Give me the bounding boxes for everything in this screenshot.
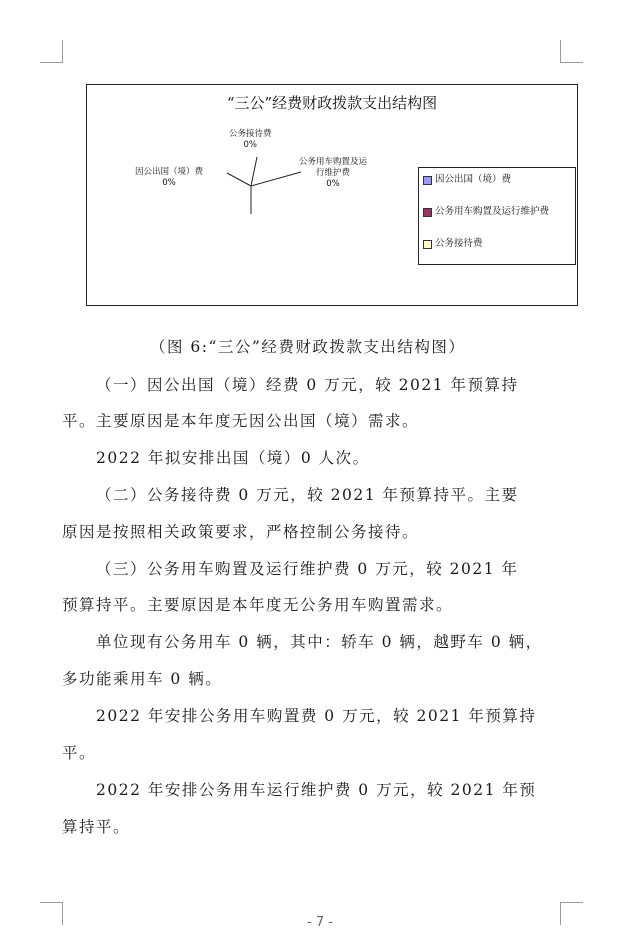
- slice-value-reception: 0%: [243, 140, 257, 150]
- leader-line-travel: [227, 173, 251, 186]
- slice-label-vehicle: [299, 157, 367, 190]
- body-line: 原因是按照相关政策要求，严格控制公务接待。: [62, 523, 420, 541]
- legend-label-reception: 公务接待费: [435, 238, 483, 249]
- slice-name-reception: 公务接待费: [229, 129, 272, 139]
- slice-value-vehicle: 0%: [326, 179, 340, 189]
- body-line: （三）公务用车购置及运行维护费 0 万元，较 2021 年: [96, 560, 519, 578]
- body-line: （二）公务接待费 0 万元，较 2021 年预算持平。主要: [96, 486, 519, 504]
- legend-swatch-travel: [423, 176, 432, 185]
- pie-chart: [86, 84, 578, 306]
- slice-label-travel: [135, 167, 203, 189]
- figure-caption: （图 6:“三公”经费财政拨款支出结构图）: [150, 338, 466, 356]
- leader-line-vehicle: [251, 172, 301, 186]
- body-line: 2022 年安排公务用车购置费 0 万元，较 2021 年预算持: [96, 707, 537, 725]
- slice-name-vehicle-2: 行维护费: [316, 168, 351, 178]
- chart-title: “三公”经费财政拨款支出结构图: [226, 94, 438, 112]
- body-line: （一）因公出国（境）经费 0 万元，较 2021 年预算持: [96, 376, 519, 394]
- body-line: 平。: [62, 744, 97, 762]
- body-line: 平。主要原因是本年度无因公出国（境）需求。: [62, 412, 420, 430]
- corner-mark-top-right: [560, 40, 583, 63]
- slice-label-reception: [229, 129, 272, 151]
- legend-item-vehicle: [423, 206, 575, 218]
- body-line: 预算持平。主要原因是本年度无公务用车购置需求。: [62, 596, 454, 614]
- corner-mark-top-left: [40, 40, 63, 63]
- slice-value-travel: 0%: [162, 178, 176, 188]
- pie-radius-up: [251, 157, 257, 186]
- legend-item-travel: [423, 174, 575, 186]
- legend-swatch-reception: [423, 240, 432, 249]
- legend-label-travel: 因公出国（境）费: [435, 174, 512, 185]
- chart-legend: [418, 167, 576, 265]
- body-line: 2022 年安排公务用车运行维护费 0 万元，较 2021 年预: [96, 781, 537, 799]
- slice-name-vehicle-1: 公务用车购置及运: [299, 157, 368, 167]
- body-line: 算持平。: [62, 818, 131, 836]
- body-line: 多功能乘用车 0 辆。: [62, 670, 223, 688]
- body-line: 单位现有公务用车 0 辆，其中：轿车 0 辆，越野车 0 辆，: [96, 633, 543, 651]
- legend-item-reception: [423, 238, 575, 250]
- legend-label-vehicle: 公务用车购置及运行维护费: [435, 206, 550, 217]
- slice-name-travel: 因公出国（境）费: [135, 167, 204, 177]
- body-line: 2022 年拟安排出国（境）0 人次。: [96, 449, 370, 467]
- legend-swatch-vehicle: [423, 208, 432, 217]
- page-number: - 7 -: [307, 915, 333, 930]
